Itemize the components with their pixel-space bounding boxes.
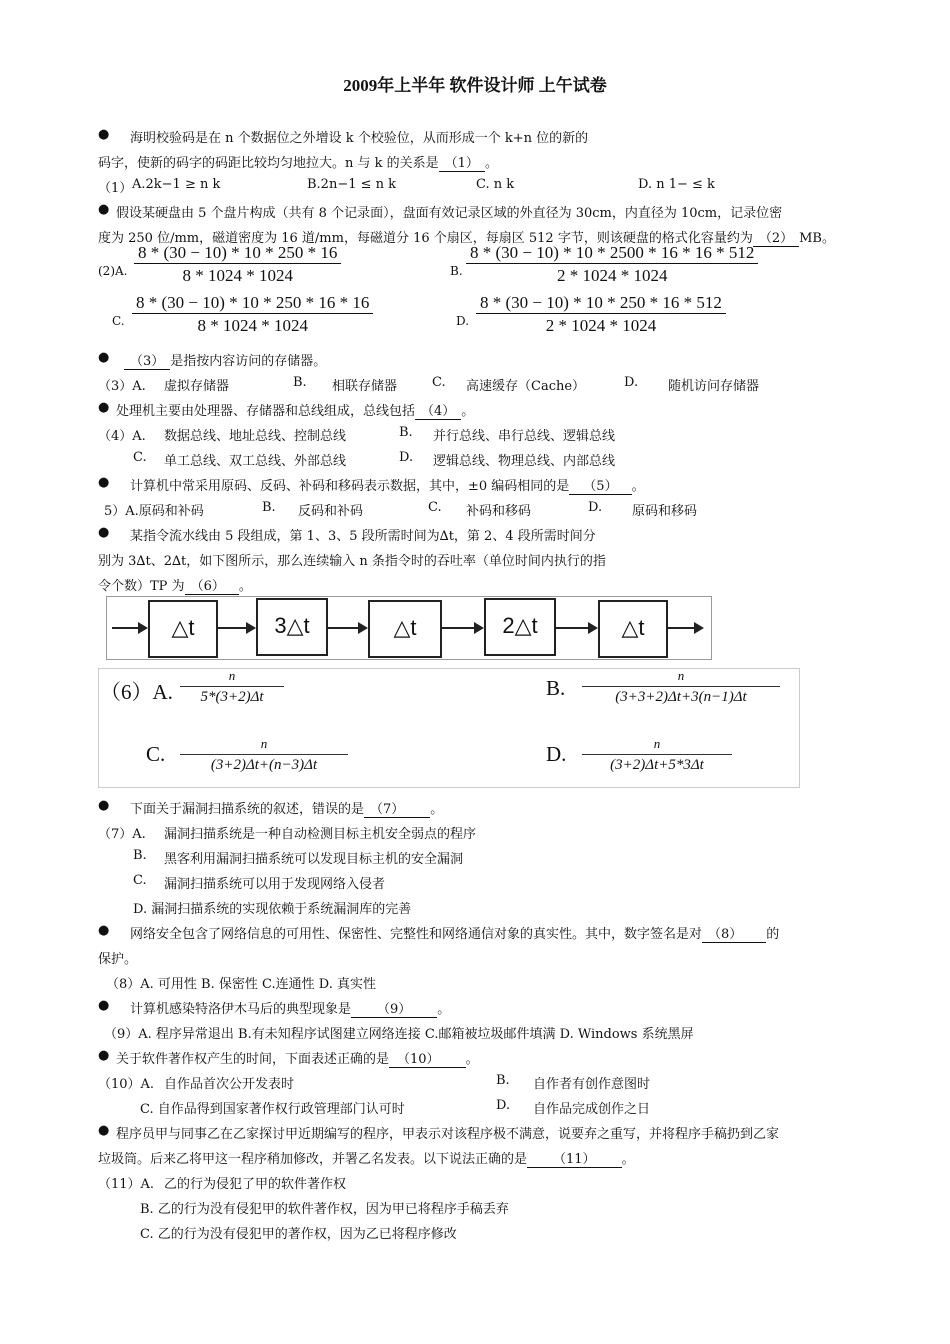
q7-blank: （7） (364, 798, 430, 818)
q10-option-d: 自作品完成创作之日 (533, 1102, 651, 1117)
q7-option-label: （7）A. (98, 827, 146, 842)
q11-option-c: C. 乙的行为没有侵犯甲的著作权，因为乙已将程序修改 (140, 1227, 457, 1242)
q2-formula-c: $\frac{8 * (30 - 10) * 10 * 250 * 16 * 16}{8 * 1024 * 1024}$ (132, 293, 373, 336)
q10-option-a: 自作品首次公开发表时 (164, 1077, 295, 1092)
q8-stem: 网络安全包含了网络信息的可用性、保密性、完整性和网络通信对象的真实性。其中，数字签名是对 （8） 的 (130, 923, 779, 943)
q10-option-d-label: D. (496, 1098, 511, 1113)
q8-blank: （8） (702, 923, 766, 943)
q7-option-c-label: C. (133, 873, 147, 888)
q7-option-a: 漏洞扫描系统是一种自动检测目标主机安全弱点的程序 (164, 827, 477, 842)
q4-option-b: 并行总线、串行总线、逻辑总线 (433, 429, 616, 444)
q7-option-b: 黑客利用漏洞扫描系统可以发现目标主机的安全漏洞 (164, 852, 464, 867)
bullet: ● (98, 1123, 110, 1138)
q2-label-b: B. (450, 264, 463, 278)
q9-blank: （9） (351, 998, 437, 1018)
q3-option-a: 虚拟存储器 (164, 379, 230, 394)
q2-label-a: (2)A. (98, 264, 128, 278)
q2-stem-line2: 度为 250 位/mm，磁道密度为 16 道/mm，每磁道分 16 个扇区，每扇区 512 字节，则该硬盘的格式化容量约为 （2） MB。 (98, 227, 835, 247)
arrow (326, 627, 366, 629)
q10-option-label: （10）A. (98, 1077, 155, 1092)
q5-option-d-label: D. (588, 500, 603, 515)
q3-option-label: （3）A. (98, 379, 146, 394)
q6-option-c-label: C. (146, 742, 166, 766)
bullet: ● (98, 798, 110, 813)
q4-option-a: 数据总线、地址总线、控制总线 (164, 429, 347, 444)
q5-option-c: 补码和移码 (466, 504, 532, 519)
q3-option-b-label: B. (293, 375, 307, 390)
q11-stem-line1: 程序员甲与同事乙在乙家探讨甲近期编写的程序，甲表示对该程序极不满意，说要弃之重写，并将程序手稿扔到乙家 (116, 1127, 780, 1142)
bullet: ● (98, 1048, 110, 1063)
bullet: ● (98, 998, 110, 1013)
arrow (440, 627, 482, 629)
q4-option-label: （4）A. (98, 429, 146, 444)
q2-label-c: C. (112, 314, 125, 328)
q5-option-a: 5）A.原码和补码 (104, 504, 204, 519)
q6-formula-d: $\frac{n}{(3+2)\Delta t+5*3\Delta t}$ (582, 736, 732, 774)
q6-stem-line1: 某指令流水线由 5 段组成，第 1、3、5 段所需时间为∆t，第 2、4 段所需时间分 (130, 529, 596, 544)
q7-option-b-label: B. (133, 848, 147, 863)
q3-option-c-label: C. (432, 375, 446, 390)
q2-formula-d: $\frac{8 * (30 - 10) * 10 * 250 * 16 * 512}{2 * 1024 * 1024}$ (476, 293, 726, 336)
q5-option-c-label: C. (428, 500, 442, 515)
bullet: ● (98, 127, 110, 142)
pipeline-stage-2: 3△t (256, 598, 328, 656)
q4-option-d-label: D. (399, 450, 414, 465)
q4-option-c-label: C. (133, 450, 147, 465)
bullet: ● (98, 525, 110, 540)
q1-stem-line2: 码字，使新的码字的码距比较均匀地拉大。n 与 k 的关系是 （1） 。 (98, 152, 498, 172)
bullet: ● (98, 400, 110, 415)
q6-option-d-label: D. (546, 742, 567, 766)
q2-stem-line1: 假设某硬盘由 5 个盘片构成（共有 8 个记录面），盘面有效记录区域的外直径为 30cm，内直径为 10cm，记录位密 (116, 206, 783, 221)
q1-stem-line1: 海明校验码是在 n 个数据位之外增设 k 个校验位，从而形成一个 k+n 位的新的 (130, 131, 589, 146)
q6-option-label: （6）A. (100, 680, 173, 704)
arrow (216, 627, 254, 629)
pipeline-stage-4: 2△t (484, 598, 556, 656)
q4-option-c: 单工总线、双工总线、外部总线 (164, 454, 347, 469)
arrow-out (666, 627, 702, 629)
q3-blank: （3） (124, 350, 170, 370)
q8-options: （8）A. 可用性 B. 保密性 C.连通性 D. 真实性 (106, 977, 376, 992)
q11-blank: （11） (527, 1148, 622, 1168)
pipeline-stage-1: △t (148, 600, 218, 658)
q5-option-d: 原码和移码 (632, 504, 698, 519)
q1-option-c: C. n k (476, 177, 515, 192)
q7-option-c: 漏洞扫描系统可以用于发现网络入侵者 (164, 877, 386, 892)
bullet: ● (98, 475, 110, 490)
q11-option-a: 乙的行为侵犯了甲的软件著作权 (164, 1177, 347, 1192)
q6-stem-line3: 令个数）TP 为 （6） 。 (98, 575, 252, 595)
q7-stem: 下面关于漏洞扫描系统的叙述，错误的是 （7） 。 (130, 798, 443, 818)
q3-option-c: 高速缓存（Cache） (466, 379, 586, 394)
q1-option-label: （1） (98, 181, 133, 196)
q2-formula-a: $\frac{8 * (30 - 10) * 10 * 250 * 16}{8 * 1024 * 1024}$ (134, 243, 341, 286)
arrow (554, 627, 596, 629)
q10-option-c: C. 自作品得到国家著作权行政管理部门认可时 (140, 1102, 405, 1117)
bullet: ● (98, 202, 110, 217)
q5-option-b: 反码和补码 (298, 504, 364, 519)
q2-blank: （2） (753, 227, 799, 247)
q4-blank: （4） (415, 400, 461, 420)
q5-option-b-label: B. (262, 500, 276, 515)
q3-option-d: 随机访问存储器 (668, 379, 760, 394)
q10-blank: （10） (389, 1048, 466, 1068)
q8-stem-line2: 保护。 (98, 952, 138, 967)
q6-formula-a: $\frac{n}{5*(3+2)\Delta t}$ (180, 668, 284, 706)
page-title: 2009年上半年 软件设计师 上午试卷 (343, 76, 607, 95)
q5-stem: 计算机中常采用原码、反码、补码和移码表示数据，其中，±0 编码相同的是 （5） 。 (130, 475, 645, 495)
q11-option-b: B. 乙的行为没有侵犯甲的软件著作权，因为甲已将程序手稿丢弃 (140, 1202, 509, 1217)
q9-stem: 计算机感染特洛伊木马后的典型现象是 （9） 。 (130, 998, 450, 1018)
q1-option-b: B.2n−1 ≤ n k (307, 177, 397, 192)
q3-option-b: 相联存储器 (332, 379, 398, 394)
q1-option-a: A.2k−1 ≥ n k (132, 177, 221, 192)
q10-stem: 关于软件著作权产生的时间，下面表述正确的是 （10） 。 (116, 1048, 479, 1068)
arrow-in (112, 627, 146, 629)
q7-option-d: D. 漏洞扫描系统的实现依赖于系统漏洞库的完善 (133, 902, 412, 917)
q11-stem-line2: 垃圾筒。后来乙将甲这一程序稍加修改，并署乙名发表。以下说法正确的是 （11） 。 (98, 1148, 635, 1168)
bullet: ● (98, 350, 110, 365)
q5-blank: （5） (569, 475, 631, 495)
q2-label-d: D. (456, 314, 470, 328)
q6-option-b-label: B. (546, 676, 566, 700)
q1-blank: （1） (439, 152, 485, 172)
q3-stem: （3） 是指按内容访问的存储器。 (124, 350, 326, 370)
q2-formula-b: $\frac{8 * (30 - 10) * 10 * 2500 * 16 * 16 * 512}{2 * 1024 * 1024}$ (466, 243, 758, 286)
q10-option-b: 自作者有创作意图时 (533, 1077, 651, 1092)
q4-option-b-label: B. (399, 425, 413, 440)
q6-blank: （6） (185, 575, 239, 595)
q9-options: （9）A. 程序异常退出 B.有未知程序试图建立网络连接 C.邮箱被垃圾邮件填满 D. Windows 系统黑屏 (104, 1027, 694, 1042)
bullet: ● (98, 923, 110, 938)
q6-formula-b: $\frac{n}{(3+3+2)\Delta t+3(n-1)\Delta t}$ (582, 668, 780, 706)
q6-stem-line2: 别为 3∆t、2∆t，如下图所示，那么连续输入 n 条指令时的吞吐率（单位时间内执行的指 (98, 554, 606, 569)
q10-option-b-label: B. (496, 1073, 510, 1088)
q4-option-d: 逻辑总线、物理总线、内部总线 (433, 454, 616, 469)
q4-stem: 处理机主要由处理器、存储器和总线组成，总线包括 （4） 。 (116, 400, 474, 420)
pipeline-stage-5: △t (598, 600, 668, 658)
q3-option-d-label: D. (624, 375, 639, 390)
q11-option-label: （11）A. (98, 1177, 155, 1192)
q1-option-d: D. n 1− ≤ k (638, 177, 715, 192)
pipeline-stage-3: △t (368, 600, 442, 658)
q6-formula-c: $\frac{n}{(3+2)\Delta t+(n-3)\Delta t}$ (180, 736, 348, 774)
